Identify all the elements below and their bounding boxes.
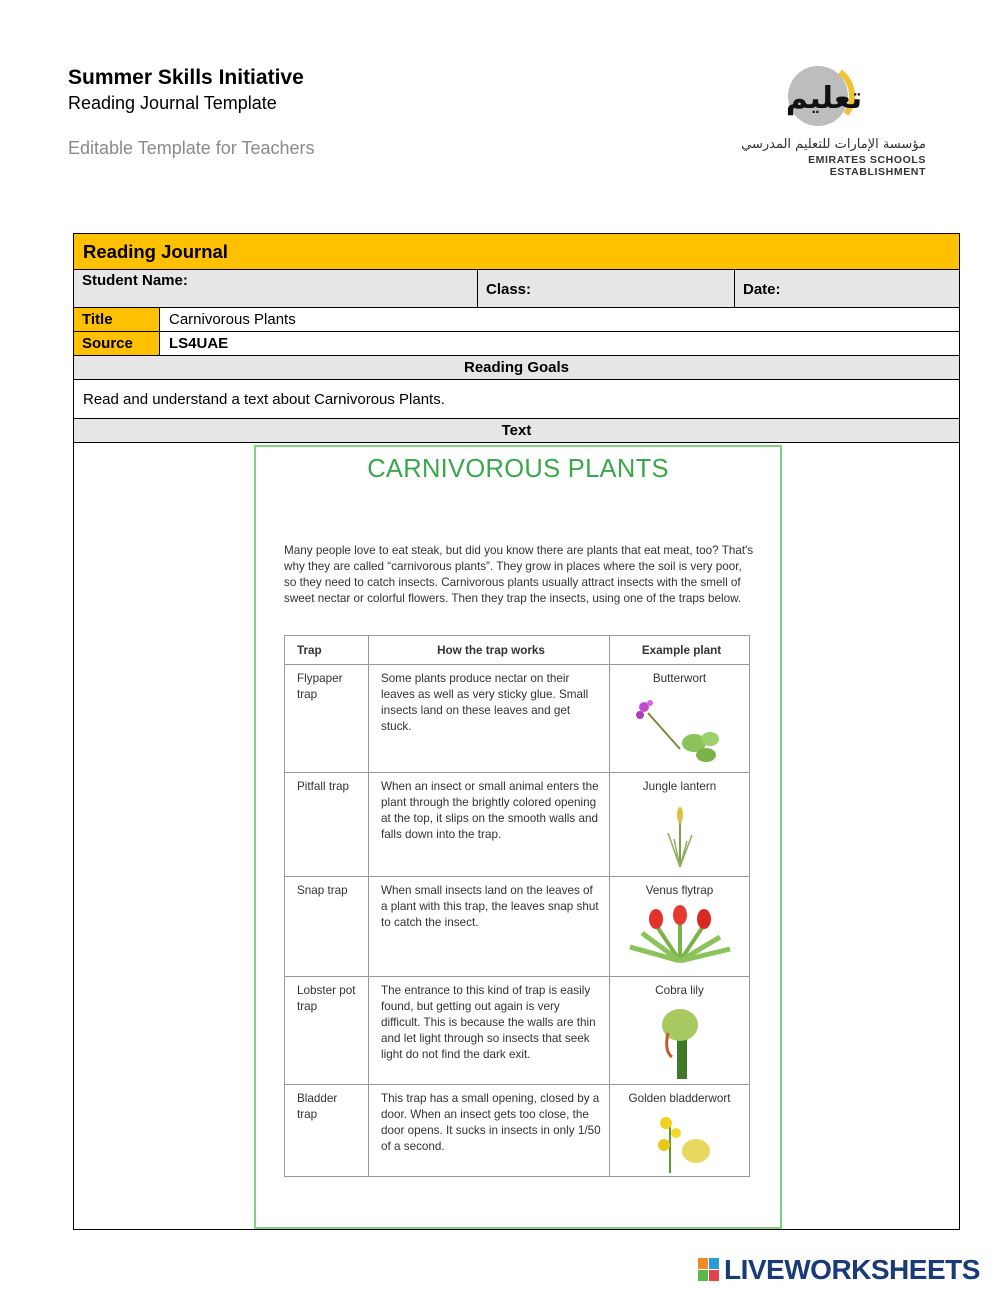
reading-goals-text[interactable]: Read and understand a text about Carnivorous Plants.	[83, 391, 445, 408]
trap-description: The entrance to this kind of trap is easily found, but getting out again is very difficult. This is because the walls are thin and let light through so insects that seek light do not find the dark exit.	[369, 977, 610, 1085]
trap-name: Bladder trap	[285, 1085, 369, 1177]
logo-english-name: EMIRATES SCHOOLS ESTABLISHMENT	[808, 154, 926, 178]
source-label: Source	[74, 332, 160, 355]
liveworksheets-logo-icon	[698, 1258, 720, 1282]
source-row	[74, 332, 959, 356]
source-value[interactable]: LS4UAE	[169, 335, 229, 352]
golden-bladderwort-image-icon	[640, 1111, 720, 1175]
trap-name: Lobster pot trap	[285, 977, 369, 1085]
example-plant-cell	[610, 665, 750, 773]
trap-description: When an insect or small animal enters the plant through the brightly colored opening at the top, it slips on the smooth walls and falls down into the trap.	[369, 773, 610, 877]
title-row	[74, 308, 959, 332]
example-plant-cell	[610, 877, 750, 977]
butterwort-image-icon	[630, 691, 730, 765]
logo-arabic-name: مؤسسة الإمارات للتعليم المدرسي	[741, 137, 926, 152]
trap-table	[284, 635, 750, 1177]
trap-name: Snap trap	[285, 877, 369, 977]
table-row	[285, 665, 750, 773]
example-plant-name: Jungle lantern	[642, 780, 717, 793]
table-row	[285, 773, 750, 877]
example-plant-cell	[610, 977, 750, 1085]
table-row	[285, 1085, 750, 1177]
class-label: Class:	[486, 281, 532, 298]
date-field[interactable]	[734, 270, 959, 307]
trap-description: Some plants produce nectar on their leaves as well as very sticky glue. Small insects land on these leaves and get stuck.	[369, 665, 610, 773]
trap-name: Flypaper trap	[285, 665, 369, 773]
trap-description: This trap has a small opening, closed by a door. When an insect gets too close, the door opens. It sucks in insects in only 1/50 of a second.	[369, 1085, 610, 1177]
article-intro: Many people love to eat steak, but did you know there are plants that eat meat, too? That's why they are called “carnivorous plants”. They grow in places where the soil is very poor, so they need to catch insects. Carnivorous plants usually attract insects with the smell of sweet nectar or colorful flowers. Then they trap the insects, using one of the traps below.	[284, 544, 754, 605]
trap-description: When small insects land on the leaves of a plant with this trap, the leaves snap shut to catch the insect.	[369, 877, 610, 977]
column-header-example: Example plant	[610, 636, 750, 665]
page-subtitle: Reading Journal Template	[68, 93, 277, 113]
example-plant-name: Butterwort	[652, 672, 707, 685]
text-heading: Text	[74, 419, 959, 443]
table-row	[285, 977, 750, 1085]
cobra-lily-image-icon	[650, 1003, 710, 1081]
journal-heading-bar	[74, 234, 959, 270]
class-field[interactable]	[477, 270, 735, 307]
column-header-trap: Trap	[285, 636, 369, 665]
example-plant-cell	[610, 1085, 750, 1177]
article-title: CARNIVOROUS PLANTS	[367, 455, 669, 483]
column-header-how: How the trap works	[369, 636, 610, 665]
title-value[interactable]: Carnivorous Plants	[169, 311, 296, 328]
student-name-label: Student Name:	[82, 272, 188, 289]
title-label: Title	[74, 308, 160, 331]
venus-flytrap-image-icon	[622, 903, 738, 967]
article-image	[254, 445, 782, 1229]
journal-heading: Reading Journal	[83, 241, 228, 262]
reading-goals-row	[74, 380, 959, 419]
liveworksheets-brand[interactable]: LIVEWORKSHEETS	[724, 1254, 980, 1285]
date-label: Date:	[743, 281, 781, 298]
example-plant-name: Golden bladderwort	[628, 1092, 731, 1105]
table-row	[285, 877, 750, 977]
example-plant-cell	[610, 773, 750, 877]
student-name-field[interactable]	[74, 270, 477, 307]
example-plant-name: Cobra lily	[655, 984, 704, 997]
student-info-row	[74, 270, 959, 308]
page-title: Summer Skills Initiative	[68, 66, 304, 89]
reading-goals-heading: Reading Goals	[74, 356, 959, 380]
logo-arabic-word: تعليم	[785, 81, 863, 116]
example-plant-name: Venus flytrap	[645, 884, 714, 897]
jungle-lantern-image-icon	[650, 799, 710, 869]
template-note: Editable Template for Teachers	[68, 138, 315, 158]
trap-name: Pitfall trap	[285, 773, 369, 877]
trap-table-header	[285, 636, 750, 665]
